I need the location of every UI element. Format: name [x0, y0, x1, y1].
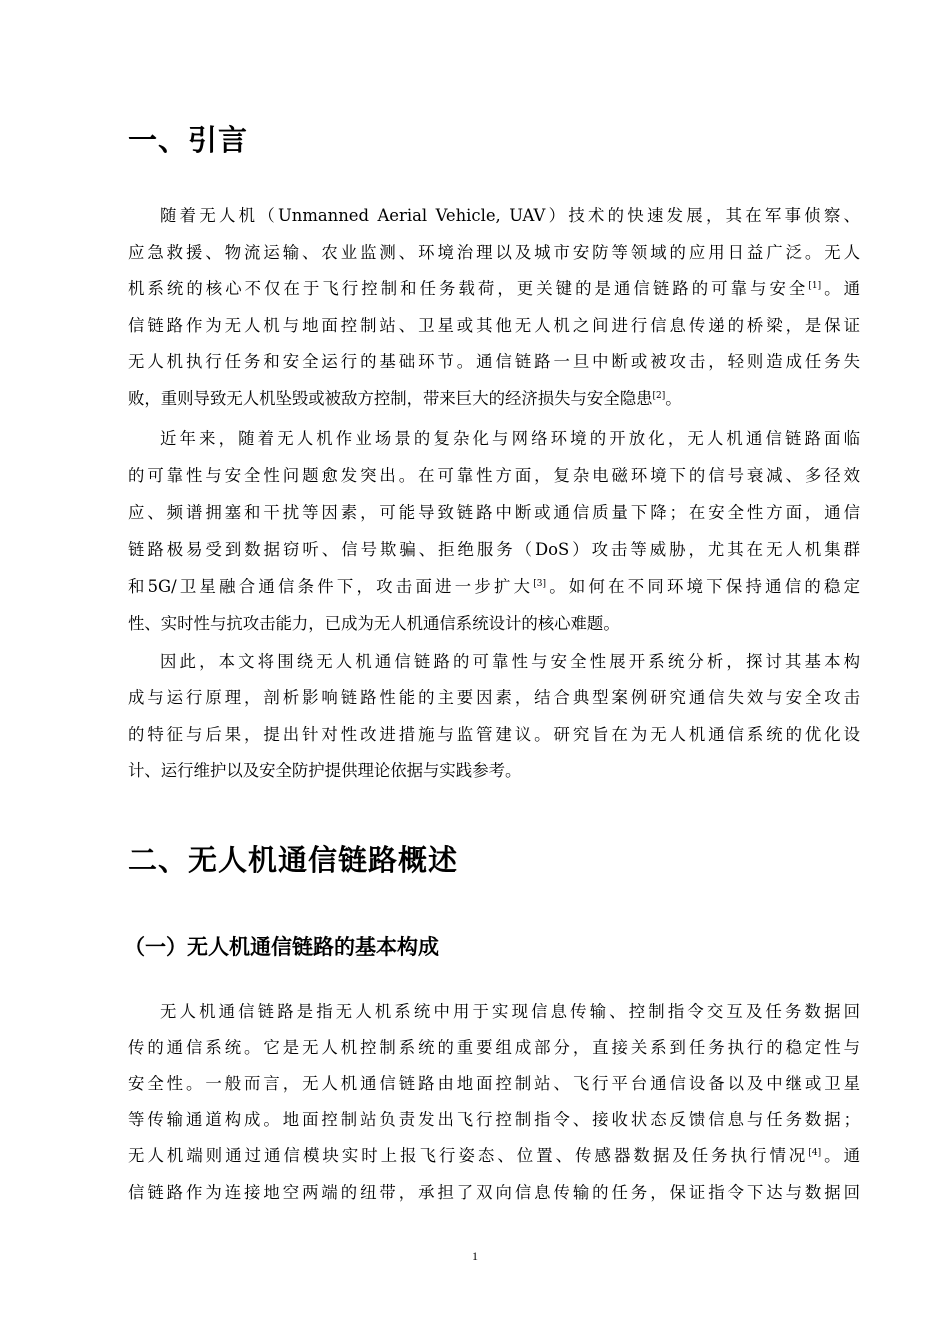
text-span: 。 [665, 389, 682, 408]
text-span: 。如何在不同环境下保持通信的稳定 [545, 577, 861, 596]
text-line: 的可靠性与安全性问题愈发突出。在可靠性方面，复杂电磁环境下的信号衰减、多径效 [128, 466, 860, 485]
text-line: 无人机执行任务和安全运行的基础环节。通信链路一旦中断或被攻击，轻则造成任务失 [128, 352, 860, 371]
text-line: 近年来，随着无人机作业场景的复杂化与网络环境的开放化，无人机通信链路面临 [160, 429, 860, 448]
text-span: 。通 [821, 1146, 861, 1165]
subsection-heading-composition: （一）无人机通信链路的基本构成 [124, 935, 439, 959]
text-line: 信链路作为连接地空两端的纽带，承担了双向信息传输的任务，保证指令下达与数据回 [128, 1183, 860, 1202]
text-line [128, 277, 860, 301]
text-line [128, 387, 860, 411]
text-line: 无人机通信链路是指无人机系统中用于实现信息传输、控制指令交互及任务数据回 [160, 1002, 860, 1021]
citation-ref: [4] [808, 1148, 822, 1158]
text-line: 因此，本文将围绕无人机通信链路的可靠性与安全性展开系统分析，探讨其基本构 [160, 652, 860, 671]
text-span: 无人机端则通过通信模块实时上报飞行姿态、位置、传感器数据及任务执行情况 [128, 1146, 809, 1165]
text-line: 性、实时性与抗攻击能力，已成为无人机通信系统设计的核心难题。 [128, 614, 620, 633]
text-span: 机系统的核心不仅在于飞行控制和任务载荷，更关键的是通信链路的可靠与安全 [128, 279, 809, 298]
text-line: 应、频谱拥塞和干扰等因素，可能导致链路中断或通信质量下降；在安全性方面，通信 [128, 503, 860, 522]
text-span: 。通 [821, 279, 861, 298]
text-line: 成与运行原理，剖析影响链路性能的主要因素，结合典型案例研究通信失效与安全攻击 [128, 688, 860, 707]
section-heading-overview: 二、无人机通信链路概述 [128, 843, 459, 877]
text-line: 随着无人机（Unmanned Aerial Vehicle, UAV）技术的快速发展，其在军事侦察、 [160, 206, 860, 225]
text-line: 计、运行维护以及安全防护提供理论依据与实践参考。 [128, 761, 522, 780]
text-line: 链路极易受到数据窃听、信号欺骗、拒绝服务（DoS）攻击等威胁，尤其在无人机集群 [128, 540, 860, 559]
text-span: 和5G/卫星融合通信条件下，攻击面进一步扩大 [128, 577, 534, 596]
text-span: 败，重则导致无人机坠毁或被敌方控制，带来巨大的经济损失与安全隐患 [128, 389, 653, 408]
section-heading-introduction: 一、引言 [128, 123, 249, 157]
citation-ref: [1] [808, 281, 822, 291]
page-number: 1 [472, 1249, 478, 1263]
text-line [128, 1144, 860, 1168]
text-line [128, 575, 860, 599]
text-line: 等传输通道构成。地面控制站负责发出飞行控制指令、接收状态反馈信息与任务数据； [128, 1110, 860, 1129]
text-line: 传的通信系统。它是无人机控制系统的重要组成部分，直接关系到任务执行的稳定性与 [128, 1038, 860, 1057]
citation-ref: [2] [652, 391, 666, 401]
citation-ref: [3] [533, 579, 546, 589]
text-line: 的特征与后果，提出针对性改进措施与监管建议。研究旨在为无人机通信系统的优化设 [128, 725, 860, 744]
text-line: 应急救援、物流运输、农业监测、环境治理以及城市安防等领域的应用日益广泛。无人 [128, 243, 860, 262]
text-line: 安全性。一般而言，无人机通信链路由地面控制站、飞行平台通信设备以及中继或卫星 [128, 1074, 860, 1093]
text-line: 信链路作为无人机与地面控制站、卫星或其他无人机之间进行信息传递的桥梁，是保证 [128, 316, 860, 335]
